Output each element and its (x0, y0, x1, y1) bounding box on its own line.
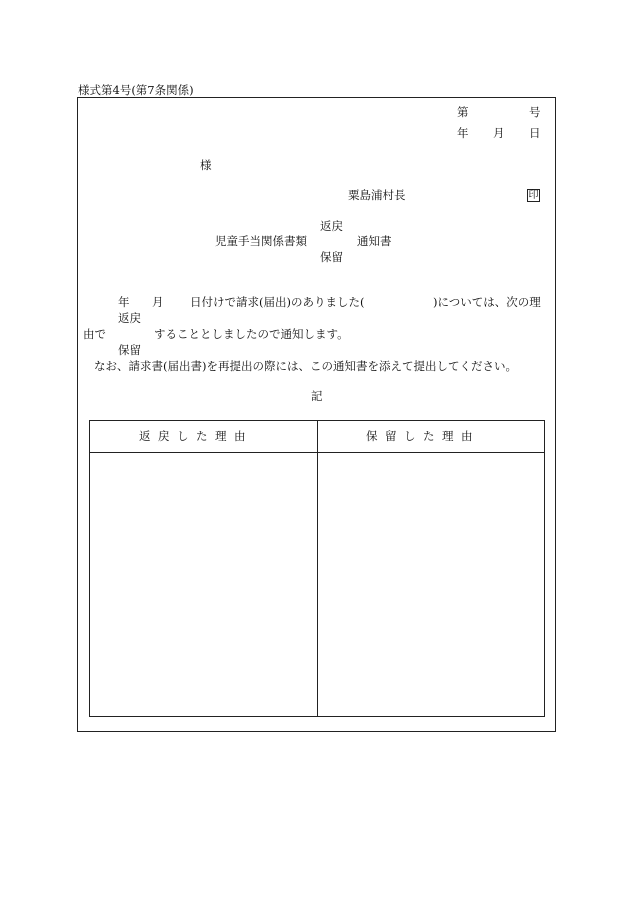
seal-mark: 印 (528, 190, 539, 201)
body-line2-prefix: 由で (83, 327, 106, 341)
table-column-divider (317, 421, 318, 716)
number-go: 号 (529, 105, 541, 119)
body-line1-close: )については、次の理 (433, 295, 541, 309)
date-year: 年 (457, 126, 469, 140)
reason-table (89, 420, 545, 717)
body-option-return: 返戻 (118, 311, 141, 325)
title-suffix: 通知書 (357, 234, 392, 248)
body-year: 年 (118, 295, 130, 309)
issuer-name: 粟島浦村長 (348, 188, 406, 202)
title-option-return: 返戻 (320, 219, 343, 233)
col-header-hold-reason: 保留した理由 (366, 429, 480, 443)
date-day: 日 (529, 126, 541, 140)
date-month: 月 (493, 126, 505, 140)
title-prefix: 児童手当関係書類 (215, 234, 307, 248)
ki-label: 記 (311, 389, 323, 403)
body-line3: なお、請求書(届出書)を再提出の際には、この通知書を添えて提出してください。 (94, 359, 517, 373)
body-option-hold: 保留 (118, 343, 141, 357)
title-option-hold: 保留 (320, 250, 343, 264)
body-month: 月 (152, 295, 164, 309)
col-header-return-reason: 返戻した理由 (139, 429, 253, 443)
body-line1-text: 日付けで請求(届出)のありました( (190, 295, 365, 309)
form-number-label: 様式第4号(第7条関係) (78, 83, 194, 97)
addressee-sama: 様 (200, 158, 212, 172)
body-line2-text: することとしましたので通知します。 (154, 327, 349, 341)
number-dai: 第 (457, 105, 469, 119)
